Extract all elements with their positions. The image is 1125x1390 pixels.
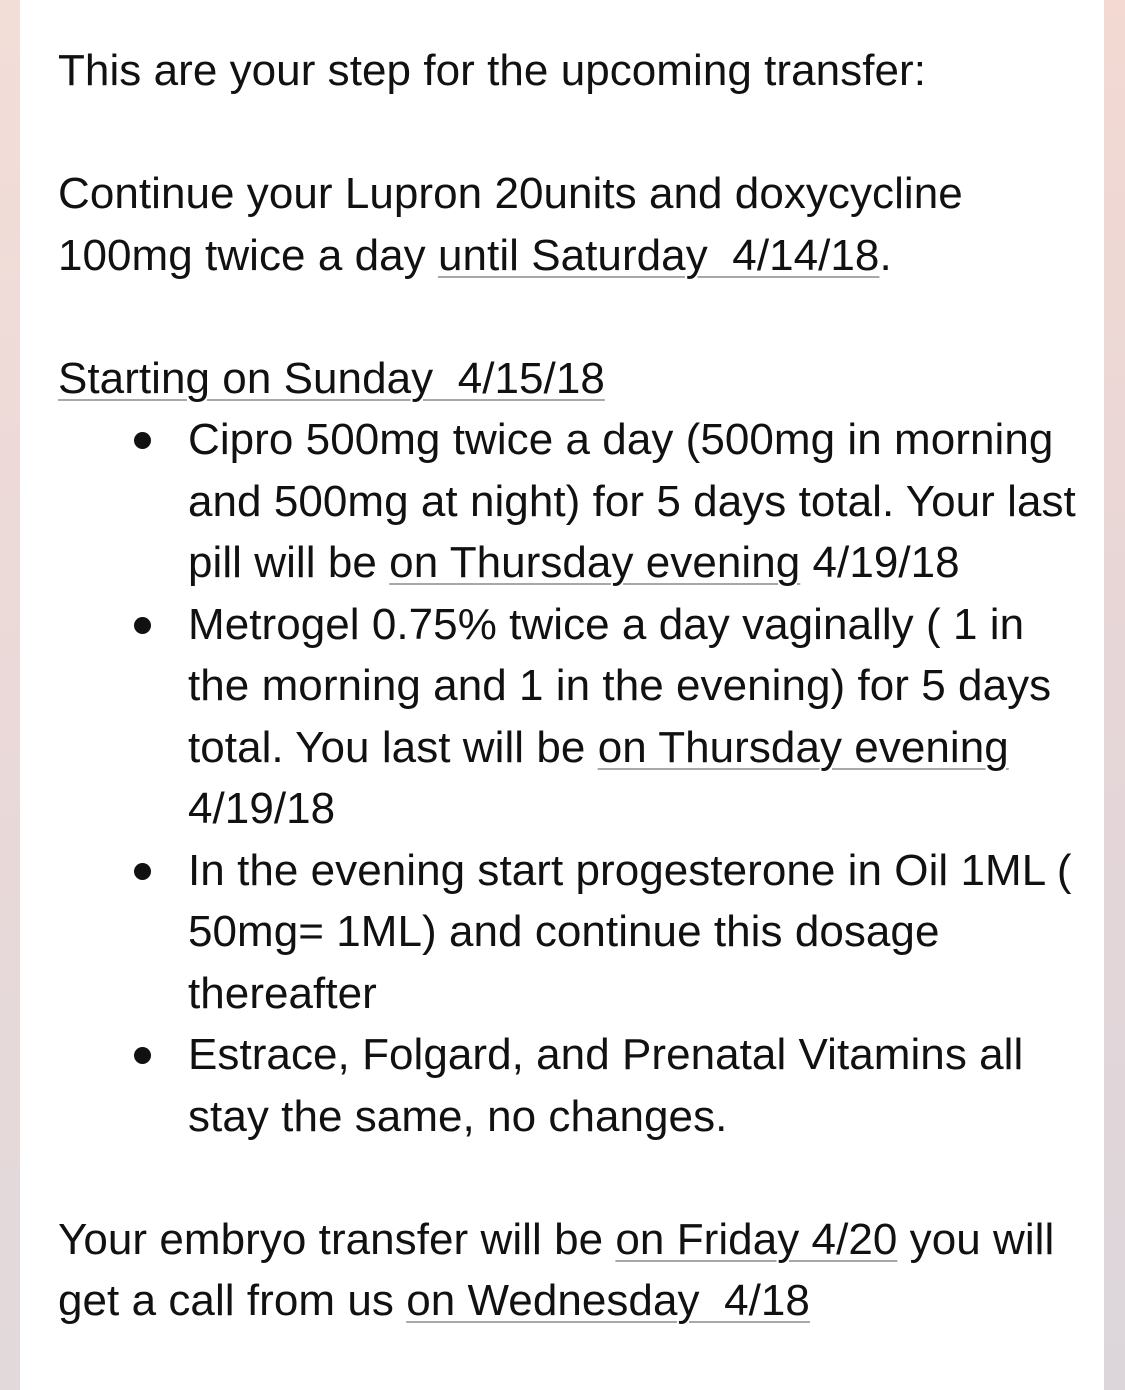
date-link-thursday[interactable]: on Thursday evening	[389, 538, 801, 587]
date-link-saturday[interactable]: until Saturday 4/14/18	[438, 230, 880, 280]
list-item-text: In the evening start progesterone in Oil 1ML ( 50mg= 1ML) and continue this dosage thereafter	[188, 845, 1072, 1018]
message-body	[20, 0, 1104, 1390]
transfer-mid: you will get a call from us	[58, 1214, 1055, 1325]
transfer-paragraph	[58, 1209, 1084, 1332]
continue-paragraph	[58, 163, 1084, 286]
blank-line	[58, 102, 1084, 164]
background-edge-left	[0, 0, 20, 1390]
list-item-vitamins	[188, 1024, 1084, 1147]
transfer-text: Your embryo transfer will be	[58, 1214, 616, 1264]
blank-line	[58, 286, 1084, 348]
continue-text: Continue your Lupron 20units and doxycycline 100mg twice a day	[58, 169, 963, 280]
intro-text: This are your step for the upcoming transfer:	[58, 46, 926, 95]
date-link-thursday[interactable]: on Thursday evening	[597, 722, 1009, 772]
list-item-cipro	[188, 409, 1084, 594]
list-item-text: Metrogel 0.75% twice a day vaginally ( 1 in the morning and 1 in the evening) for 5 days total. You last will be	[188, 599, 1052, 772]
blank-line	[58, 1147, 1084, 1209]
list-item-text: Cipro 500mg twice a day (500mg in morning and 500mg at night) for 5 days total. Your last pill will be	[188, 415, 1076, 587]
list-item-end: 4/19/18	[188, 784, 336, 833]
date-link-friday[interactable]: on Friday 4/20	[615, 1214, 898, 1264]
background-edge-right	[1104, 0, 1125, 1390]
list-item-text: Estrace, Folgard, and Prenatal Vitamins all stay the same, no changes.	[188, 1030, 1024, 1141]
list-item-progesterone	[188, 840, 1084, 1025]
date-link-sunday[interactable]: Starting on Sunday 4/15/18	[58, 353, 605, 403]
starting-heading	[58, 348, 1084, 410]
list-item-end: 4/19/18	[800, 538, 960, 587]
instruction-list	[58, 409, 1084, 1147]
list-item-metrogel	[188, 594, 1084, 840]
continue-end: .	[879, 230, 892, 280]
date-link-wednesday[interactable]: on Wednesday 4/18	[406, 1276, 810, 1325]
